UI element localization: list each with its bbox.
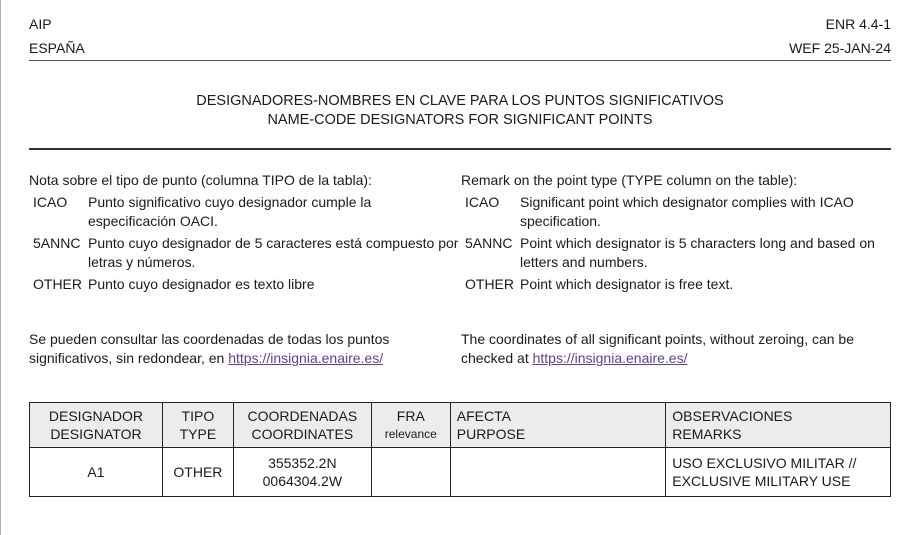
significant-points-table — [29, 402, 891, 497]
cell-designator: A1 — [30, 448, 163, 497]
coordinates-note-english — [461, 330, 893, 368]
type-description: Punto significativo cuyo designador cumple la especificación OACI. — [88, 194, 372, 229]
cell-remarks — [666, 448, 891, 497]
insignia-link[interactable]: https://insignia.enaire.es/ — [532, 350, 688, 366]
note-spanish — [29, 171, 459, 294]
type-code: OTHER — [465, 276, 514, 292]
cell-coordinates — [233, 448, 371, 497]
coordinates-note-spanish — [29, 330, 461, 368]
title-divider — [29, 148, 891, 150]
cell-purpose — [450, 448, 666, 497]
page-left-border — [0, 0, 1, 535]
latitude: 355352.2N — [268, 455, 337, 471]
header-country: ESPAÑA — [29, 40, 85, 56]
cell-type: OTHER — [162, 448, 233, 497]
column-header-purpose — [450, 403, 666, 448]
header-text: COORDENADAS — [247, 408, 358, 424]
page-title-english: NAME-CODE DESIGNATORS FOR SIGNIFICANT POINTS — [267, 112, 653, 128]
type-code: ICAO — [465, 194, 500, 210]
table-header-row — [30, 403, 891, 448]
type-description: Point which designator is 5 characters long and based on letters and numbers. — [520, 235, 875, 270]
type-code: ICAO — [33, 194, 68, 210]
header-text: COORDINATES — [251, 426, 354, 442]
header-text: TIPO — [181, 408, 215, 424]
type-row — [461, 193, 891, 231]
header-text: REMARKS — [672, 426, 742, 442]
type-code: 5ANNC — [33, 235, 81, 251]
type-code: OTHER — [33, 276, 82, 292]
coordinates-text: Se pueden consultar las coordenadas de todas los puntos significativos, sin redondear, en — [29, 331, 390, 366]
header-divider — [29, 60, 891, 61]
header-aip: AIP — [29, 16, 52, 32]
type-description: Punto cuyo designador de 5 caracteres está compuesto por letras y números. — [88, 235, 459, 270]
longitude: 0064304.2W — [262, 473, 343, 489]
column-header-designator — [30, 403, 163, 448]
header-section: ENR 4.4-1 — [825, 16, 891, 32]
type-row — [29, 275, 459, 294]
column-header-remarks — [666, 403, 891, 448]
header-effective-date: WEF 25-JAN-24 — [789, 40, 891, 56]
type-row — [29, 193, 459, 231]
type-description: Point which designator is free text. — [520, 276, 734, 292]
header-text: FRA — [396, 408, 425, 424]
type-description: Significant point which designator complies with ICAO specification. — [520, 194, 854, 229]
cell-fra — [371, 448, 450, 497]
insignia-link[interactable]: https://insignia.enaire.es/ — [228, 350, 384, 366]
type-row — [29, 234, 459, 272]
header-text: PURPOSE — [456, 426, 526, 442]
type-row — [461, 275, 891, 294]
note-english — [461, 171, 891, 294]
remarks-line: USO EXCLUSIVO MILITAR // — [672, 455, 857, 471]
note-heading: Remark on the point type (TYPE column on the table): — [461, 172, 798, 188]
column-header-coordinates — [233, 403, 371, 448]
header-text: DESIGNADOR — [48, 408, 144, 424]
coordinates-text: The coordinates of all significant points, without zeroing, can be checked at — [461, 331, 855, 366]
type-description: Punto cuyo designador es texto libre — [88, 276, 315, 292]
column-header-type — [162, 403, 233, 448]
type-row — [461, 234, 891, 272]
header-text: OBSERVACIONES — [672, 408, 793, 424]
table-row — [30, 448, 891, 497]
note-heading: Nota sobre el tipo de punto (columna TIPO de la tabla): — [29, 172, 372, 188]
header-text: relevance — [384, 427, 437, 441]
page-title-spanish: DESIGNADORES-NOMBRES EN CLAVE PARA LOS PUNTOS SIGNIFICATIVOS — [196, 93, 724, 109]
type-code: 5ANNC — [465, 235, 513, 251]
header-text: TYPE — [179, 426, 217, 442]
header-text: DESIGNATOR — [50, 426, 142, 442]
remarks-line: EXCLUSIVE MILITARY USE — [672, 473, 851, 489]
column-header-fra — [371, 403, 450, 448]
header-text: AFECTA — [456, 408, 511, 424]
